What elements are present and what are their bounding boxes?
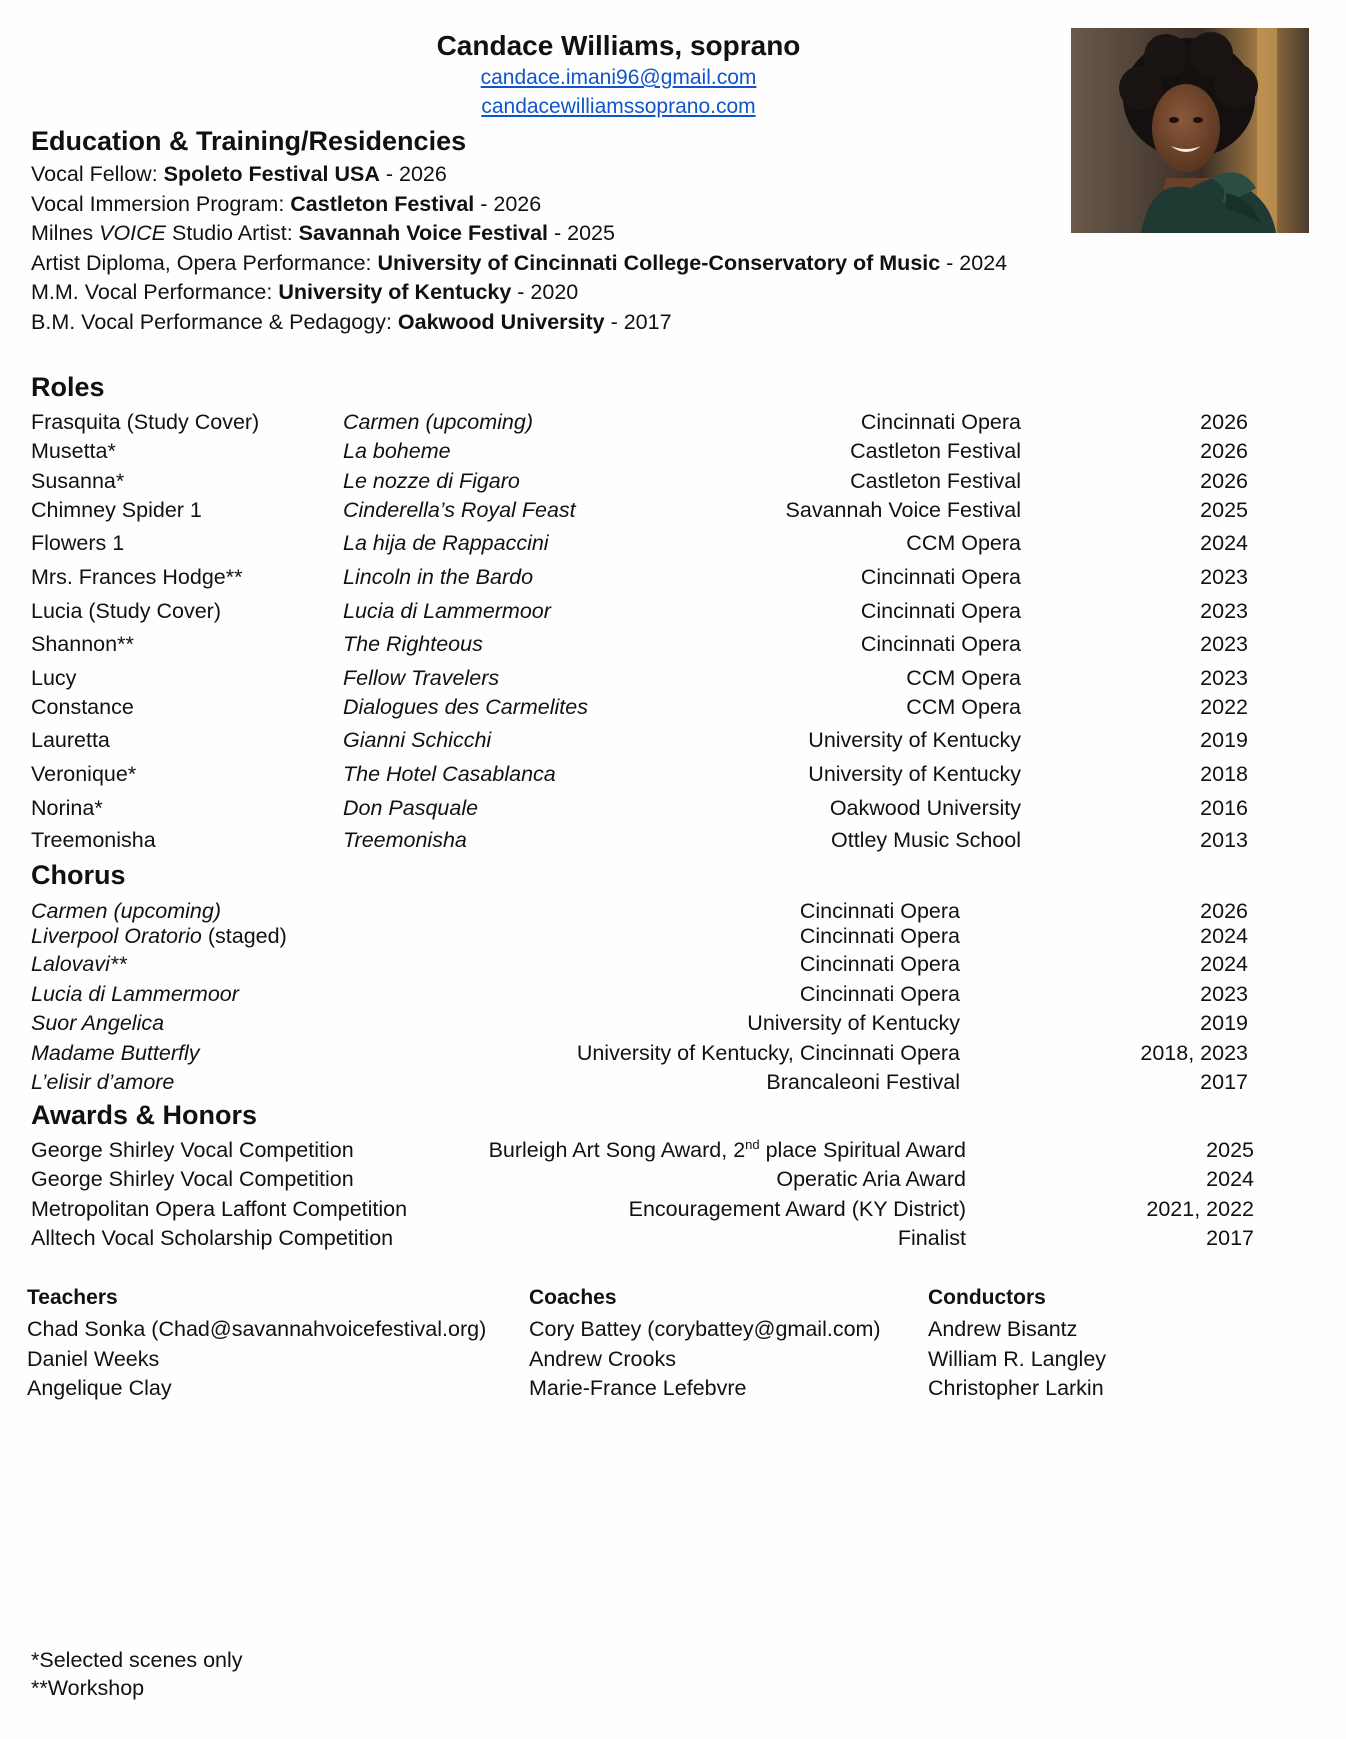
role-name: Lucia (Study Cover) [31, 599, 221, 623]
education-item [31, 280, 578, 305]
education-item-institution: Castleton Festival [290, 192, 475, 216]
role-name: Susanna* [31, 469, 125, 493]
chorus-company: Cincinnati Opera [799, 899, 960, 923]
chorus-year: 2017 [1200, 1070, 1248, 1094]
education-item-institution: Oakwood University [397, 310, 605, 334]
role-company: Castleton Festival [850, 469, 1021, 493]
award-name-text: Burleigh Art Song Award, 2 [488, 1138, 746, 1162]
education-item-year: - 2026 [379, 162, 447, 186]
email-link[interactable]: candace.imani96@gmail.com [480, 66, 757, 89]
role-opera: Le nozze di Figaro [343, 469, 520, 493]
award-name-text: Finalist [897, 1226, 966, 1250]
role-name: Veronique* [31, 762, 137, 786]
award-name [420, 1167, 966, 1192]
teacher-name: Chad Sonka (Chad@savannahvoicefestival.org) [27, 1317, 487, 1341]
role-opera: Don Pasquale [343, 796, 479, 820]
role-name: Norina* [31, 796, 103, 820]
chorus-work [31, 1070, 174, 1095]
footnote-selected-scenes: *Selected scenes only [31, 1648, 243, 1672]
education-item-institution: Spoleto Festival USA [163, 162, 380, 186]
chorus-company: University of Kentucky, Cincinnati Opera [576, 1041, 960, 1065]
conductors-heading: Conductors [928, 1286, 1046, 1309]
role-year: 2026 [1200, 410, 1248, 434]
education-item [31, 310, 672, 335]
role-company: CCM Opera [906, 695, 1021, 719]
education-item-prefix: Milnes [31, 221, 100, 245]
award-year: 2025 [1206, 1138, 1254, 1162]
awards-heading: Awards & Honors [31, 1100, 258, 1130]
role-year: 2023 [1200, 599, 1248, 623]
award-competition: Metropolitan Opera Laffont Competition [31, 1197, 408, 1221]
role-company: Cincinnati Opera [860, 599, 1021, 623]
teacher-name: Daniel Weeks [27, 1347, 160, 1371]
role-company: Cincinnati Opera [860, 632, 1021, 656]
role-year: 2013 [1200, 828, 1248, 852]
award-competition: George Shirley Vocal Competition [31, 1138, 354, 1162]
chorus-work-title: Liverpool Oratorio [31, 924, 202, 948]
chorus-work-title: Suor Angelica [31, 1011, 165, 1035]
award-year: 2021, 2022 [1146, 1197, 1254, 1221]
chorus-work-title: Lucia di Lammermoor [31, 982, 239, 1006]
role-name: Mrs. Frances Hodge** [31, 565, 243, 589]
role-company: CCM Opera [906, 531, 1021, 555]
conductor-name: Christopher Larkin [928, 1376, 1104, 1400]
role-name: Musetta* [31, 439, 116, 463]
chorus-year: 2023 [1200, 982, 1248, 1006]
role-opera: The Righteous [343, 632, 483, 656]
role-opera: Lucia di Lammermoor [343, 599, 551, 623]
education-item-year: - 2026 [474, 192, 542, 216]
education-item-institution: Savannah Voice Festival [298, 221, 549, 245]
role-year: 2018 [1200, 762, 1248, 786]
education-item-prefix: Artist Diploma, Opera Performance: [31, 251, 378, 275]
chorus-work [31, 924, 287, 949]
page-title: Candace Williams, soprano [436, 30, 801, 61]
chorus-work [31, 1041, 199, 1066]
chorus-year: 2024 [1200, 952, 1248, 976]
headshot-photo [1071, 28, 1309, 233]
role-company: CCM Opera [906, 666, 1021, 690]
award-year: 2024 [1206, 1167, 1254, 1191]
website-link[interactable]: candacewilliamssoprano.com [481, 95, 756, 118]
role-opera: Dialogues des Carmelites [343, 695, 588, 719]
role-year: 2026 [1200, 469, 1248, 493]
education-item [31, 192, 541, 217]
role-name: Shannon** [31, 632, 134, 656]
teachers-heading: Teachers [27, 1286, 118, 1309]
footnote-workshop: **Workshop [31, 1676, 145, 1700]
role-year: 2025 [1200, 498, 1248, 522]
role-year: 2023 [1200, 565, 1248, 589]
role-opera: Gianni Schicchi [343, 728, 492, 752]
chorus-work [31, 982, 239, 1007]
role-name: Lauretta [31, 728, 110, 752]
chorus-year: 2018, 2023 [1140, 1041, 1248, 1065]
chorus-work-note: (staged) [201, 924, 287, 948]
award-name-text-cont: place Spiritual Award [759, 1138, 966, 1162]
role-year: 2023 [1200, 666, 1248, 690]
role-name: Frasquita (Study Cover) [31, 410, 260, 434]
role-company: Oakwood University [829, 796, 1021, 820]
award-competition: George Shirley Vocal Competition [31, 1167, 354, 1191]
role-name: Chimney Spider 1 [31, 498, 202, 522]
education-item [31, 162, 447, 187]
conductor-name: Andrew Bisantz [928, 1317, 1078, 1341]
chorus-company: Cincinnati Opera [799, 982, 960, 1006]
roles-heading: Roles [31, 372, 105, 402]
chorus-company: Cincinnati Opera [799, 952, 960, 976]
role-year: 2024 [1200, 531, 1248, 555]
chorus-work-title: L’elisir d’amore [31, 1070, 175, 1094]
role-name: Constance [31, 695, 134, 719]
chorus-work [31, 899, 221, 924]
role-opera: The Hotel Casablanca [343, 762, 556, 786]
role-year: 2023 [1200, 632, 1248, 656]
education-item-year: - 2020 [511, 280, 579, 304]
chorus-company: University of Kentucky [747, 1011, 960, 1035]
education-item-year: - 2017 [604, 310, 672, 334]
chorus-year: 2026 [1200, 899, 1248, 923]
chorus-company: Cincinnati Opera [799, 924, 960, 948]
role-opera: Cinderella’s Royal Feast [343, 498, 576, 522]
role-company: Castleton Festival [850, 439, 1021, 463]
role-name: Treemonisha [31, 828, 156, 852]
role-opera: La boheme [343, 439, 451, 463]
chorus-work [31, 952, 127, 977]
chorus-work-title: Madame Butterfly [31, 1041, 200, 1065]
award-name [420, 1226, 966, 1251]
teacher-name: Angelique Clay [27, 1376, 172, 1400]
award-year: 2017 [1206, 1226, 1254, 1250]
role-year: 2026 [1200, 439, 1248, 463]
role-opera: Lincoln in the Bardo [343, 565, 534, 589]
award-name-text: Encouragement Award (KY District) [628, 1197, 966, 1221]
role-company: Cincinnati Opera [860, 565, 1021, 589]
education-item-institution: University of Cincinnati College-Conservatory of Music [377, 251, 941, 275]
education-heading: Education & Training/Residencies [31, 126, 467, 156]
education-item-year: - 2025 [548, 221, 615, 245]
role-company: Cincinnati Opera [860, 410, 1021, 434]
role-name: Lucy [31, 666, 77, 690]
award-name-text: Operatic Aria Award [776, 1167, 966, 1191]
role-company: University of Kentucky [808, 762, 1021, 786]
education-item-institution: University of Kentucky [278, 280, 512, 304]
education-item [31, 251, 1007, 276]
role-company: Savannah Voice Festival [785, 498, 1021, 522]
education-item-prefix: M.M. Vocal Performance: [31, 280, 279, 304]
award-name [420, 1197, 966, 1222]
education-item [31, 221, 615, 246]
coache-name: Andrew Crooks [529, 1347, 676, 1371]
chorus-work-title: Lalovavi** [31, 952, 127, 976]
role-company: Ottley Music School [831, 828, 1021, 852]
chorus-year: 2024 [1200, 924, 1248, 948]
chorus-heading: Chorus [31, 860, 126, 890]
chorus-work [31, 1011, 164, 1036]
conductor-name: William R. Langley [928, 1347, 1107, 1371]
role-opera: Treemonisha [343, 828, 467, 852]
role-year: 2022 [1200, 695, 1248, 719]
education-item-prefix: B.M. Vocal Performance & Pedagogy: [31, 310, 398, 334]
award-name-superscript: nd [745, 1136, 760, 1152]
award-competition: Alltech Vocal Scholarship Competition [31, 1226, 394, 1250]
education-item-prefix: Vocal Immersion Program: [31, 192, 291, 216]
award-name [420, 1138, 966, 1163]
chorus-year: 2019 [1200, 1011, 1248, 1035]
role-company: University of Kentucky [808, 728, 1021, 752]
education-item-year: - 2024 [940, 251, 1008, 275]
coache-name: Marie-France Lefebvre [529, 1376, 747, 1400]
role-opera: La hija de Rappaccini [343, 531, 549, 555]
education-item-prefix-italic: VOICE [99, 221, 167, 245]
coaches-heading: Coaches [529, 1286, 617, 1309]
chorus-company: Brancaleoni Festival [766, 1070, 960, 1094]
coache-name: Cory Battey (corybattey@gmail.com) [529, 1317, 881, 1341]
chorus-work-title: Carmen (upcoming) [31, 899, 221, 923]
role-name: Flowers 1 [31, 531, 125, 555]
role-year: 2016 [1200, 796, 1248, 820]
role-opera: Carmen (upcoming) [343, 410, 533, 434]
education-item-prefix: Vocal Fellow: [31, 162, 164, 186]
education-item-prefix-after: Studio Artist: [166, 221, 299, 245]
role-year: 2019 [1200, 728, 1248, 752]
role-opera: Fellow Travelers [343, 666, 500, 690]
